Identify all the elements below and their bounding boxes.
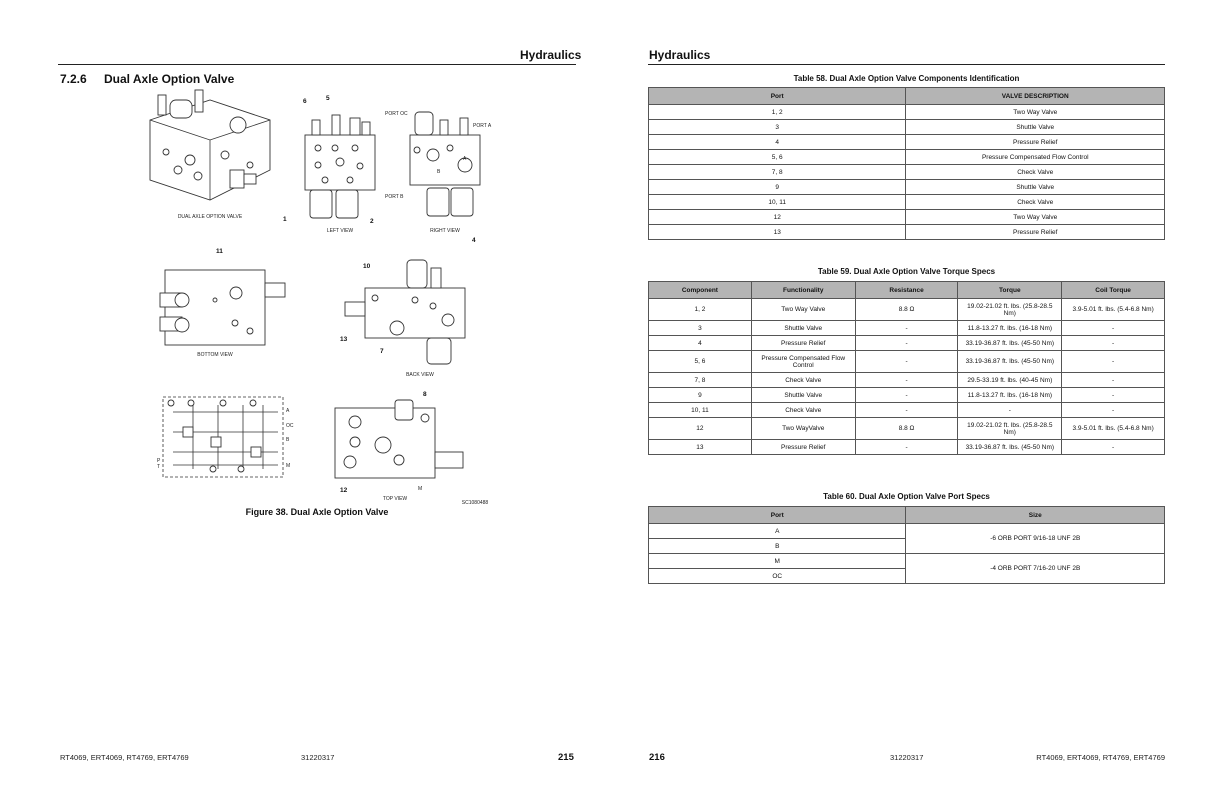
table-cell: 12 — [649, 210, 906, 225]
table-row — [649, 373, 1165, 388]
section-number: 7.2.6 — [60, 72, 87, 86]
table58 — [648, 87, 1165, 240]
table-cell: Two Way Valve — [751, 299, 855, 321]
schematic-port-oc: OC — [286, 423, 294, 429]
table-cell: 8.8 Ω — [855, 418, 958, 440]
table-cell: Pressure Relief — [751, 440, 855, 455]
table-cell: 33.19-36.87 ft. lbs. (45-50 Nm) — [958, 440, 1062, 455]
left-footer-doc: 31220317 — [301, 753, 335, 762]
table-cell: 13 — [649, 440, 752, 455]
left-view-label: LEFT VIEW — [326, 228, 354, 234]
bottom-view-label: BOTTOM VIEW — [197, 352, 233, 358]
table-cell: 8.8 Ω — [855, 299, 958, 321]
table-cell: 9 — [649, 180, 906, 195]
table-cell: Shuttle Valve — [906, 180, 1165, 195]
callout-2: 2 — [370, 218, 374, 225]
figure-caption: Figure 38. Dual Axle Option Valve — [245, 507, 389, 517]
callout-6: 6 — [303, 98, 307, 105]
table60 — [648, 506, 1165, 584]
table-cell: 5, 6 — [649, 351, 752, 373]
callout-port-a: PORT A — [473, 123, 492, 129]
table-row — [649, 351, 1165, 373]
schematic-port-a: A — [286, 408, 290, 414]
table-cell: Pressure Compensated Flow Control — [751, 351, 855, 373]
table-cell: - — [855, 403, 958, 418]
table-cell: 3.9-5.01 ft. lbs. (5.4-6.8 Nm) — [1062, 418, 1165, 440]
table-cell: Check Valve — [751, 403, 855, 418]
port-cell: M — [649, 554, 906, 569]
schematic-port-b: B — [286, 437, 290, 443]
table59-title: Table 59. Dual Axle Option Valve Torque Specs — [817, 267, 996, 276]
size-cell: -6 ORB PORT 9/16-18 UNF 2B — [906, 524, 1165, 554]
table-row — [649, 299, 1165, 321]
table-cell: - — [1062, 321, 1165, 336]
right-footer-models: RT4069, ERT4069, RT4769, ERT4769 — [1036, 753, 1165, 762]
table60-title: Table 60. Dual Axle Option Valve Port Specs — [823, 492, 990, 501]
table-cell: - — [855, 373, 958, 388]
left-header-rule — [58, 64, 576, 65]
schematic-port-t: T — [157, 464, 161, 470]
top-view-drawing — [335, 400, 475, 495]
right-footer-doc: 31220317 — [890, 753, 924, 762]
table-header-cell: Component — [649, 282, 752, 299]
right-view-drawing — [405, 100, 485, 230]
left-footer-page: 215 — [558, 752, 574, 763]
table-cell: Check Valve — [906, 195, 1165, 210]
callout-b: B — [437, 169, 441, 175]
table-cell: 3.9-5.01 ft. lbs. (5.4-6.8 Nm) — [1062, 299, 1165, 321]
table-cell: 33.19-36.87 ft. lbs. (45-50 Nm) — [958, 351, 1062, 373]
table-cell: - — [1062, 388, 1165, 403]
table-cell: - — [1062, 403, 1165, 418]
port-cell: A — [649, 524, 906, 539]
iso-view-drawing — [140, 90, 270, 210]
left-view-drawing — [300, 100, 380, 230]
table-row — [649, 225, 1165, 240]
callout-12: 12 — [340, 487, 348, 494]
table-row — [649, 336, 1165, 351]
table-cell: 11.8-13.27 ft. lbs. (16-18 Nm) — [958, 388, 1062, 403]
table-row — [649, 150, 1165, 165]
table-cell: Pressure Relief — [751, 336, 855, 351]
table-cell: 4 — [649, 135, 906, 150]
table-cell: 12 — [649, 418, 752, 440]
table-cell: 4 — [649, 336, 752, 351]
table-row — [649, 105, 1165, 120]
left-footer-models: RT4069, ERT4069, RT4769, ERT4769 — [60, 753, 189, 762]
table-cell: - — [855, 351, 958, 373]
table-cell: - — [855, 336, 958, 351]
table-row — [649, 418, 1165, 440]
callout-a: A — [463, 156, 467, 162]
callout-1: 1 — [283, 216, 287, 223]
table-cell: 9 — [649, 388, 752, 403]
table-cell: 11.8-13.27 ft. lbs. (16-18 Nm) — [958, 321, 1062, 336]
back-view-drawing — [335, 250, 475, 370]
table-cell: 33.19-36.87 ft. lbs. (45-50 Nm) — [958, 336, 1062, 351]
back-view-label: BACK VIEW — [406, 372, 434, 378]
table-cell: - — [1062, 373, 1165, 388]
table-header-row — [649, 507, 1165, 524]
right-view-label: RIGHT VIEW — [430, 228, 460, 234]
table-row — [649, 403, 1165, 418]
table-cell: - — [855, 440, 958, 455]
table-row — [649, 554, 1165, 569]
table-cell: 1, 2 — [649, 105, 906, 120]
right-header-rule — [648, 64, 1165, 65]
table-cell: - — [855, 321, 958, 336]
port-cell: B — [649, 539, 906, 554]
table-cell: Pressure Relief — [906, 225, 1165, 240]
table-header-cell: Resistance — [855, 282, 958, 299]
table-cell: Shuttle Valve — [906, 120, 1165, 135]
table-cell: Check Valve — [751, 373, 855, 388]
top-view-label: TOP VIEW — [382, 496, 408, 502]
table-cell: Two Way Valve — [906, 210, 1165, 225]
table-row — [649, 440, 1165, 455]
table-cell: Two Way Valve — [906, 105, 1165, 120]
schematic-port-m: M — [286, 463, 291, 469]
table-cell: Check Valve — [906, 165, 1165, 180]
table-header-cell: Port — [649, 88, 906, 105]
table58-title: Table 58. Dual Axle Option Valve Components Identification — [793, 74, 1020, 83]
table-cell: - — [855, 388, 958, 403]
table-row — [649, 120, 1165, 135]
table-header-cell: Size — [906, 507, 1165, 524]
table-header-cell: Torque — [958, 282, 1062, 299]
table-cell: 19.02-21.02 ft. lbs. (25.8-28.5 Nm) — [958, 418, 1062, 440]
table-cell: 7, 8 — [649, 373, 752, 388]
table-cell: 7, 8 — [649, 165, 906, 180]
table-row — [649, 321, 1165, 336]
callout-port-oc: PORT OC — [385, 111, 408, 117]
table-row — [649, 180, 1165, 195]
table-cell: 3 — [649, 321, 752, 336]
table-cell: - — [1062, 336, 1165, 351]
table59 — [648, 281, 1165, 455]
table-row — [649, 135, 1165, 150]
valve-figure — [130, 90, 500, 510]
callout-port-b: PORT B — [385, 194, 404, 200]
table-row — [649, 388, 1165, 403]
callout-5: 5 — [326, 95, 330, 102]
hydraulic-schematic — [163, 397, 298, 479]
table-cell: 3 — [649, 120, 906, 135]
table-cell: 10, 11 — [649, 403, 752, 418]
table-cell: 5, 6 — [649, 150, 906, 165]
table-cell: 1, 2 — [649, 299, 752, 321]
table-row — [649, 210, 1165, 225]
callout-11: 11 — [216, 248, 223, 255]
table-row — [649, 524, 1165, 539]
table-cell: - — [1062, 440, 1165, 455]
iso-view-label: DUAL AXLE OPTION VALVE — [177, 214, 243, 220]
left-page-header: Hydraulics — [520, 48, 582, 62]
table-row — [649, 165, 1165, 180]
callout-10: 10 — [363, 263, 371, 270]
table-header-cell: Port — [649, 507, 906, 524]
table-header-row — [649, 282, 1165, 299]
table-header-cell: VALVE DESCRIPTION — [906, 88, 1165, 105]
table-cell: 29.5-33.19 ft. lbs. (40-45 Nm) — [958, 373, 1062, 388]
table-cell: - — [958, 403, 1062, 418]
figure-code: SC1080488 — [461, 500, 489, 506]
table-row — [649, 195, 1165, 210]
table-cell: Pressure Relief — [906, 135, 1165, 150]
callout-8: 8 — [423, 391, 427, 398]
size-cell: -4 ORB PORT 7/16-20 UNF 2B — [906, 554, 1165, 584]
table-cell: Shuttle Valve — [751, 321, 855, 336]
table-cell: 10, 11 — [649, 195, 906, 210]
table-header-cell: Functionality — [751, 282, 855, 299]
table-cell: 19.02-21.02 ft. lbs. (25.8-28.5 Nm) — [958, 299, 1062, 321]
right-page-header: Hydraulics — [649, 48, 711, 62]
section-title: Dual Axle Option Valve — [104, 72, 235, 86]
table-cell: Shuttle Valve — [751, 388, 855, 403]
table-header-row — [649, 88, 1165, 105]
port-cell: OC — [649, 569, 906, 584]
table-cell: 13 — [649, 225, 906, 240]
table-cell: Pressure Compensated Flow Control — [906, 150, 1165, 165]
callout-13: 13 — [340, 336, 348, 343]
table-header-cell: Coil Torque — [1062, 282, 1165, 299]
bottom-view-drawing — [160, 265, 300, 355]
schematic-port-p: P — [157, 458, 161, 464]
callout-7: 7 — [380, 348, 384, 355]
table-cell: Two WayValve — [751, 418, 855, 440]
callout-m: M — [418, 486, 423, 492]
right-footer-page: 216 — [649, 752, 665, 763]
table-cell: - — [1062, 351, 1165, 373]
callout-4: 4 — [472, 237, 476, 244]
